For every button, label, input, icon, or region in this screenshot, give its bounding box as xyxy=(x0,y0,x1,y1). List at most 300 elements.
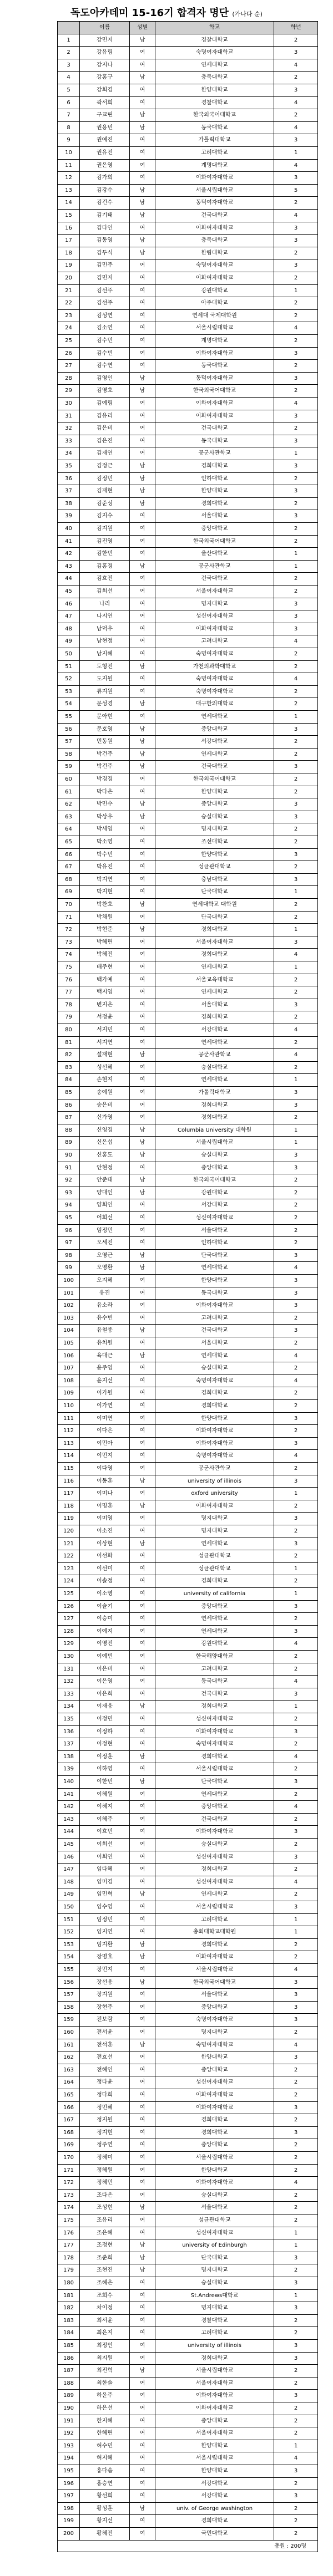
page-title xyxy=(0,4,333,22)
table-cell: 여 xyxy=(129,1839,155,1851)
table-cell: 176 xyxy=(57,2227,79,2239)
table-cell: 67 xyxy=(57,861,79,873)
table-cell: 건국대학교 xyxy=(155,1325,274,1337)
table-cell: 서울대학교 xyxy=(155,2202,274,2214)
table-cell: 2 xyxy=(274,1663,318,1676)
table-cell: 중앙대학교 xyxy=(155,523,274,535)
table-cell: 2 xyxy=(274,1112,318,1124)
table-cell: 2 xyxy=(274,2315,318,2327)
table-cell: 3 xyxy=(274,2102,318,2114)
table-row xyxy=(57,1162,318,1174)
table-cell: 공군사관학교 xyxy=(155,561,274,573)
table-cell: 1 xyxy=(274,1588,318,1600)
table-cell: 남 xyxy=(129,698,155,710)
table-cell: 여 xyxy=(129,2465,155,2477)
table-cell: 65 xyxy=(57,836,79,848)
table-cell: 한국외국어대학교 xyxy=(155,536,274,548)
table-cell: 2 xyxy=(274,536,318,548)
table-cell: 94 xyxy=(57,1199,79,1211)
table-cell: 198 xyxy=(57,2503,79,2515)
table-row xyxy=(57,472,318,485)
table-cell: 2 xyxy=(274,335,318,347)
table-cell: 2 xyxy=(274,2427,318,2440)
table-cell: 경희대학교 xyxy=(155,1701,274,1713)
table-row xyxy=(57,1337,318,1350)
table-cell: 고려대학교 xyxy=(155,635,274,648)
table-row xyxy=(57,1876,318,1888)
table-row xyxy=(57,1625,318,1638)
table-cell: 189 xyxy=(57,2390,79,2402)
table-cell: 53 xyxy=(57,686,79,698)
table-cell: 여 xyxy=(129,510,155,522)
table-cell: 경희대학교 xyxy=(155,1575,274,1587)
table-cell: 2 xyxy=(274,422,318,435)
table-cell: 135 xyxy=(57,1713,79,1725)
table-cell: university of illinois xyxy=(155,1475,274,1488)
table-row xyxy=(57,1500,318,1513)
table-cell: 연세대학교 xyxy=(155,59,274,72)
table-cell: 2 xyxy=(274,2503,318,2515)
table-cell: 이화여자대학교 xyxy=(155,1500,274,1513)
table-cell: 이재웅 xyxy=(79,1701,129,1713)
table-cell: 국민대학교 xyxy=(155,2528,274,2540)
table-cell: 건국대학교 xyxy=(155,573,274,585)
table-row xyxy=(57,2039,318,2051)
table-cell: 이승미 xyxy=(79,1613,129,1625)
table-cell: 서강대학교 xyxy=(155,2478,274,2490)
table-cell: 195 xyxy=(57,2465,79,2477)
table-cell: 서지연 xyxy=(79,1037,129,1049)
table-cell: 여 xyxy=(129,1601,155,1613)
table-cell: 이명훈 xyxy=(79,1500,129,1513)
table-cell: 88 xyxy=(57,1124,79,1137)
table-cell: 남 xyxy=(129,1939,155,1951)
table-cell: 3 xyxy=(274,2002,318,2014)
table-cell: 황지선 xyxy=(79,2515,129,2527)
table-cell: 이화여자대학교 xyxy=(155,2390,274,2402)
table-row xyxy=(57,422,318,435)
table-row xyxy=(57,2139,318,2151)
table-row xyxy=(57,284,318,297)
table-cell: 200 xyxy=(57,2528,79,2540)
table-cell: 연세대학교 xyxy=(155,1626,274,1638)
table-cell: 104 xyxy=(57,1325,79,1337)
table-cell: 서울대학교 xyxy=(155,1989,274,2001)
table-row xyxy=(57,410,318,422)
table-cell: 조정현 xyxy=(79,2239,129,2252)
table-row xyxy=(57,535,318,548)
table-cell: 2 xyxy=(274,2064,318,2076)
table-cell: 공군사관학교 xyxy=(155,1463,274,1475)
table-cell: 여 xyxy=(129,1613,155,1625)
table-cell: 단국대학교 xyxy=(155,1250,274,1262)
table-row xyxy=(57,798,318,811)
table-cell: 3 xyxy=(274,1475,318,1488)
table-cell: 남 xyxy=(129,1977,155,1989)
table-cell: 한양대학교 xyxy=(155,849,274,861)
table-cell: 남 xyxy=(129,385,155,397)
table-row xyxy=(57,46,318,59)
table-row xyxy=(57,648,318,660)
table-cell: 여 xyxy=(129,97,155,109)
table-cell: Columbia University 대학원 xyxy=(155,1124,274,1137)
table-cell: 서울대학교 xyxy=(155,999,274,1011)
table-cell: 이다영 xyxy=(79,1463,129,1475)
table-row xyxy=(57,2064,318,2076)
table-cell: 167 xyxy=(57,2114,79,2126)
table-cell: 여 xyxy=(129,536,155,548)
table-cell: 2 xyxy=(274,1814,318,1826)
table-row xyxy=(57,1487,318,1500)
table-cell: 박건주 xyxy=(79,761,129,773)
table-cell: 인하대학교 xyxy=(155,473,274,485)
table-cell: 연세대학교 xyxy=(155,1350,274,1362)
table-row xyxy=(57,397,318,410)
table-row xyxy=(57,823,318,836)
table-cell: 191 xyxy=(57,2415,79,2427)
table-cell: 연세대학교 xyxy=(155,1037,274,1049)
table-cell: 서울대학교 xyxy=(155,1225,274,1237)
table-cell: 허수민 xyxy=(79,2440,129,2452)
table-cell: 서울대학교 xyxy=(155,1337,274,1350)
table-cell: 2 xyxy=(274,2089,318,2101)
table-cell: 77 xyxy=(57,986,79,999)
table-cell: 여 xyxy=(129,2340,155,2352)
table-cell: 남 xyxy=(129,899,155,911)
table-cell: 여 xyxy=(129,648,155,660)
table-cell: 박민수 xyxy=(79,798,129,811)
table-cell: 여 xyxy=(129,1763,155,1775)
table-cell: 2 xyxy=(274,109,318,121)
table-cell: 서울시립대학교 xyxy=(155,185,274,197)
table-cell: 83 xyxy=(57,1062,79,1074)
table-cell: 정혜미 xyxy=(79,2152,129,2164)
table-cell: 156 xyxy=(57,1977,79,1989)
table-cell: 여 xyxy=(129,272,155,284)
table-cell: 이다은 xyxy=(79,1425,129,1437)
table-cell: 여 xyxy=(129,435,155,447)
table-cell: 여 xyxy=(129,1575,155,1587)
table-cell: 41 xyxy=(57,536,79,548)
table-cell: 4 xyxy=(274,1638,318,1650)
table-cell: 이하영 xyxy=(79,1763,129,1775)
table-cell: 43 xyxy=(57,561,79,573)
table-cell: 2 xyxy=(274,2214,318,2227)
table-cell: 3 xyxy=(274,2051,318,2064)
table-cell: 2 xyxy=(274,1763,318,1775)
table-row xyxy=(57,1763,318,1775)
table-cell: 나지연 xyxy=(79,610,129,623)
table-row xyxy=(57,2239,318,2252)
table-cell: 3 xyxy=(274,1601,318,1613)
table-cell: 남덕우 xyxy=(79,623,129,635)
table-cell: 145 xyxy=(57,1839,79,1851)
table-cell: 13 xyxy=(57,185,79,197)
table-cell: 한국해양대학교 xyxy=(155,1651,274,1663)
table-cell: 여 xyxy=(129,1011,155,1024)
table-cell: 여 xyxy=(129,1550,155,1562)
table-cell: 하윤주 xyxy=(79,2390,129,2402)
table-cell: 김소연 xyxy=(79,322,129,334)
table-cell: 36 xyxy=(57,473,79,485)
table-cell: 3 xyxy=(274,348,318,360)
table-cell: 여 xyxy=(129,2452,155,2465)
table-cell: 여 xyxy=(129,134,155,146)
table-cell: 19 xyxy=(57,259,79,272)
table-row xyxy=(57,1412,318,1425)
table-row xyxy=(57,1011,318,1024)
table-cell: 1 xyxy=(274,1914,318,1926)
table-cell: 박다은 xyxy=(79,786,129,798)
table-row xyxy=(57,2013,318,2026)
header-cell: 학교 xyxy=(155,22,274,34)
table-cell: 김지원 xyxy=(79,523,129,535)
table-cell: 148 xyxy=(57,1876,79,1888)
table-cell: 2 xyxy=(274,2202,318,2214)
table-cell: 중앙대학교 xyxy=(155,2415,274,2427)
table-cell: 4 xyxy=(274,1450,318,1462)
table-cell: 정혜민 xyxy=(79,2177,129,2189)
table-row xyxy=(57,1863,318,1876)
table-cell: 여 xyxy=(129,447,155,460)
table-cell: 차이정 xyxy=(79,2302,129,2314)
table-cell: 김두식 xyxy=(79,247,129,259)
table-cell: 건국대학교 xyxy=(155,761,274,773)
table-cell: 2 xyxy=(57,47,79,59)
table-cell: 132 xyxy=(57,1676,79,1688)
table-cell: 3 xyxy=(274,2465,318,2477)
table-cell: 홍승연 xyxy=(79,2478,129,2490)
table-cell: 1 xyxy=(274,285,318,297)
table-cell: 연세대학교 xyxy=(155,1888,274,1901)
table-cell: 김영인 xyxy=(79,373,129,385)
table-cell: 경희대학교 xyxy=(155,1751,274,1763)
table-cell: 2 xyxy=(274,1713,318,1725)
table-row xyxy=(57,2490,318,2502)
table-cell: 서울여자대학교 xyxy=(155,2378,274,2390)
table-cell: 1 xyxy=(274,1124,318,1137)
table-row xyxy=(57,2389,318,2402)
table-cell: 조혜은 xyxy=(79,2277,129,2289)
table-cell: 연세대학교 xyxy=(155,749,274,761)
table-cell: 이은비 xyxy=(79,1663,129,1676)
table-cell: 김홍경 xyxy=(79,561,129,573)
table-cell: 3 xyxy=(274,222,318,235)
table-cell: 187 xyxy=(57,2365,79,2377)
table-cell: 남 xyxy=(129,1262,155,1274)
table-cell: 김성연 xyxy=(79,310,129,322)
table-cell: 2 xyxy=(274,247,318,259)
table-cell: 188 xyxy=(57,2378,79,2390)
table-cell: 2 xyxy=(274,2165,318,2177)
table-cell: 남 xyxy=(129,736,155,748)
table-cell: 여 xyxy=(129,1914,155,1926)
table-cell: 강민지 xyxy=(79,34,129,47)
table-cell: 명지대학교 xyxy=(155,2302,274,2314)
table-cell: 한혜린 xyxy=(79,2427,129,2440)
table-cell: 남 xyxy=(129,210,155,222)
table-cell: 이상현 xyxy=(79,1538,129,1550)
table-cell: 여 xyxy=(129,1099,155,1112)
table-cell: 이소영 xyxy=(79,1588,129,1600)
table-cell: 남 xyxy=(129,724,155,736)
table-cell: 충북대학교 xyxy=(155,235,274,247)
table-row xyxy=(57,1512,318,1525)
table-cell: 63 xyxy=(57,811,79,823)
table-cell: 남 xyxy=(129,661,155,673)
table-cell: 여 xyxy=(129,861,155,873)
table-cell: 124 xyxy=(57,1575,79,1587)
table-cell: 28 xyxy=(57,373,79,385)
table-cell: 남 xyxy=(129,2264,155,2277)
table-row xyxy=(57,272,318,284)
table-row xyxy=(57,1274,318,1287)
table-cell: 120 xyxy=(57,1525,79,1538)
table-row xyxy=(57,2326,318,2339)
table-row xyxy=(57,322,318,334)
table-row xyxy=(57,247,318,259)
table-cell: 임미경 xyxy=(79,1876,129,1888)
table-cell: 여 xyxy=(129,2415,155,2427)
table-row xyxy=(57,297,318,309)
table-cell: 성신여자대학교 xyxy=(155,1212,274,1224)
table-cell: 경희대학교 xyxy=(155,949,274,961)
table-cell: 146 xyxy=(57,1851,79,1864)
table-row xyxy=(57,1387,318,1399)
table-cell: 이화여자대학교 xyxy=(155,1300,274,1312)
table-cell: 3 xyxy=(274,1300,318,1312)
table-cell: 경희대학교 xyxy=(155,2127,274,2139)
table-cell: 고려대학교 xyxy=(155,2327,274,2339)
table-row xyxy=(57,2527,318,2540)
table-cell: 66 xyxy=(57,849,79,861)
table-cell: 42 xyxy=(57,548,79,560)
table-row xyxy=(57,948,318,961)
table-cell: 남 xyxy=(129,1049,155,1061)
table-cell: 69 xyxy=(57,886,79,898)
table-cell: 186 xyxy=(57,2353,79,2365)
table-cell: 154 xyxy=(57,1951,79,1963)
table-cell: 22 xyxy=(57,297,79,309)
table-cell: 3 xyxy=(274,1162,318,1174)
table-cell: 57 xyxy=(57,736,79,748)
table-cell: 충남대학교 xyxy=(155,874,274,886)
table-cell: 김수빈 xyxy=(79,348,129,360)
table-cell: 충북대학교 xyxy=(155,72,274,84)
table-cell: 숭실대학교 xyxy=(155,1149,274,1162)
table-cell: 184 xyxy=(57,2327,79,2339)
table-row xyxy=(57,2264,318,2277)
table-row xyxy=(57,1913,318,1926)
table-cell: 이혜주 xyxy=(79,1814,129,1826)
table-cell: 여 xyxy=(129,1062,155,1074)
table-cell: 134 xyxy=(57,1701,79,1713)
table-cell: 정지원 xyxy=(79,2114,129,2126)
table-row xyxy=(57,1788,318,1801)
table-row xyxy=(57,2289,318,2302)
table-row xyxy=(57,1048,318,1061)
table-cell: 남 xyxy=(129,749,155,761)
table-cell: 2 xyxy=(274,1839,318,1851)
table-cell: 169 xyxy=(57,2139,79,2151)
table-cell: 한양대학교 xyxy=(155,1413,274,1425)
table-cell: 38 xyxy=(57,498,79,510)
table-cell: 남 xyxy=(129,460,155,472)
table-cell: 2 xyxy=(274,1425,318,1437)
table-cell: 164 xyxy=(57,2076,79,2089)
table-cell: 2 xyxy=(274,1037,318,1049)
table-cell: 이희선 xyxy=(79,1839,129,1851)
table-cell: 연세대학교 xyxy=(155,961,274,974)
table-row xyxy=(57,1825,318,1838)
table-cell: 경희대학교 xyxy=(155,924,274,936)
table-cell: 이화여자대학교 xyxy=(155,2102,274,2114)
table-cell: 황성훈 xyxy=(79,2503,129,2515)
table-cell: 2 xyxy=(274,836,318,848)
table-cell: 2 xyxy=(274,1463,318,1475)
table-cell: 여 xyxy=(129,623,155,635)
table-cell: 47 xyxy=(57,610,79,623)
table-cell: 여 xyxy=(129,84,155,96)
table-cell: 3 xyxy=(274,2302,318,2314)
table-cell: 나리 xyxy=(79,598,129,610)
table-cell: 여 xyxy=(129,1851,155,1864)
table-cell: 18 xyxy=(57,247,79,259)
table-cell: 115 xyxy=(57,1463,79,1475)
table-cell: 여 xyxy=(129,297,155,309)
table-cell: 이선미 xyxy=(79,1563,129,1575)
table-cell: 3 xyxy=(274,1776,318,1788)
table-cell: 4 xyxy=(274,160,318,172)
table-row xyxy=(57,572,318,585)
table-row xyxy=(57,359,318,372)
table-cell: 4 xyxy=(274,1375,318,1387)
table-cell: 총회대학교대학원 xyxy=(155,1926,274,1938)
table-cell: 서강대학교 xyxy=(155,1199,274,1211)
table-cell: 여 xyxy=(129,2089,155,2101)
table-cell: 3 xyxy=(274,936,318,949)
table-cell: 곽서희 xyxy=(79,97,129,109)
table-cell: 공군사관학교 xyxy=(155,447,274,460)
table-cell: 황혜진 xyxy=(79,2528,129,2540)
table-row xyxy=(57,1901,318,1913)
table-row xyxy=(57,2427,318,2440)
table-cell: 14 xyxy=(57,197,79,209)
table-cell: 3 xyxy=(274,1438,318,1450)
header-cell: 이름 xyxy=(79,22,129,34)
table-cell: 중앙대학교 xyxy=(155,724,274,736)
table-cell: 숭실대학교 xyxy=(155,811,274,823)
table-cell: 숙명여자대학교 xyxy=(155,686,274,698)
table-row xyxy=(57,234,318,247)
table-cell: 김은진 xyxy=(79,435,129,447)
table-cell: 이화여자대학교 xyxy=(155,222,274,235)
table-cell: 3 xyxy=(274,410,318,422)
table-cell: 남 xyxy=(129,1124,155,1137)
table-cell: 명지대학교 xyxy=(155,1525,274,1538)
table-cell: 2 xyxy=(274,661,318,673)
table-row xyxy=(57,510,318,522)
table-cell: 125 xyxy=(57,1588,79,1600)
table-cell: 여 xyxy=(129,786,155,798)
table-cell: 46 xyxy=(57,598,79,610)
table-row xyxy=(57,2089,318,2101)
table-cell: 여 xyxy=(129,2051,155,2064)
table-cell: 숙명여자대학교 xyxy=(155,648,274,660)
table-row xyxy=(57,1750,318,1763)
table-cell: 1 xyxy=(274,1488,318,1500)
table-cell: 3 xyxy=(274,2252,318,2264)
